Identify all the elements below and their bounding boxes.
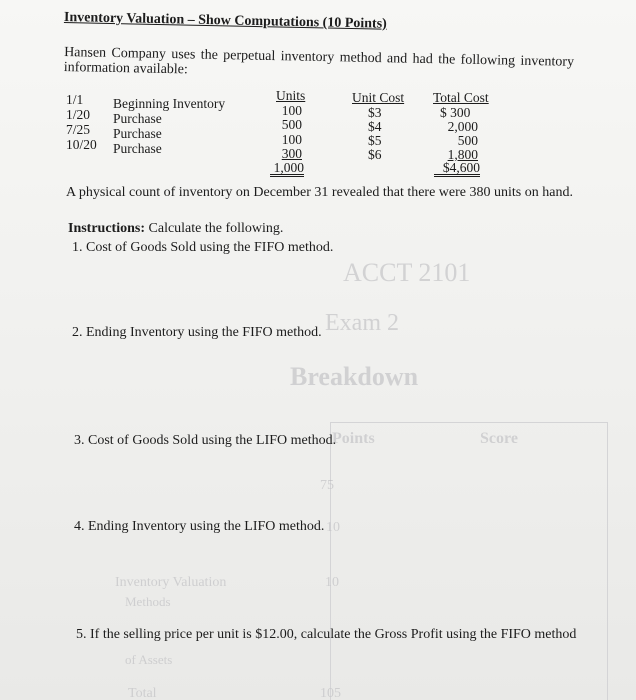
row-unit-cost: $4 — [368, 119, 382, 134]
instructions-label: Instructions: — [68, 221, 146, 236]
total-cost: $4,600 — [434, 161, 480, 177]
bleed-inventory-valuation: Inventory Valuation — [115, 575, 227, 590]
row-total-cost: $ 300 — [440, 105, 471, 120]
bleed-methods: Methods — [125, 594, 171, 609]
page-title: Inventory Valuation – Show Computations (10 Points) — [63, 10, 387, 32]
row-total-cost: 1,800 — [447, 147, 478, 162]
bleed-breakdown: Breakdown — [290, 362, 419, 391]
row-description: Purchase — [113, 126, 162, 141]
question-3: 3. Cost of Goods Sold using the LIFO method. — [74, 433, 337, 448]
question-5: 5. If the selling price per unit is $12.00, calculate the Gross Profit using the FIFO method — [76, 627, 577, 642]
bleed-75: 75 — [320, 478, 334, 493]
header-total-cost: Total Cost — [433, 90, 489, 105]
instructions-text: Calculate the following. — [148, 221, 284, 236]
row-date: 7/25 — [66, 122, 91, 137]
bleed-score: Score — [480, 430, 518, 447]
row-units: 100 — [281, 103, 302, 118]
row-date: 1/20 — [66, 107, 91, 122]
question-2: 2. Ending Inventory using the FIFO method. — [72, 325, 322, 340]
row-units: 300 — [281, 146, 302, 161]
row-date: 1/1 — [66, 92, 84, 107]
row-description: Purchase — [113, 141, 162, 156]
question-1: 1. Cost of Goods Sold using the FIFO method. — [72, 240, 334, 255]
bleed-acct: ACCT 2101 — [343, 258, 471, 287]
bleed-10a: 10 — [326, 520, 340, 535]
row-total-cost: 2,000 — [447, 119, 478, 134]
bleed-105: 105 — [320, 686, 341, 700]
bleed-table-frame — [330, 422, 608, 700]
instructions — [68, 221, 283, 237]
bleed-10b: 10 — [325, 575, 339, 590]
row-description: Beginning Inventory — [113, 96, 226, 111]
header-unit-cost: Unit Cost — [352, 90, 405, 105]
row-unit-cost: $5 — [368, 133, 382, 148]
row-units: 500 — [281, 117, 302, 132]
row-unit-cost: $3 — [368, 105, 382, 120]
bleed-exam: Exam 2 — [325, 310, 399, 336]
header-units: Units — [276, 88, 306, 103]
row-units: 100 — [281, 132, 302, 147]
physical-count-text: A physical count of inventory on December 31 revealed that there were 380 units on hand. — [66, 185, 573, 200]
bleed-total: Total — [128, 686, 157, 700]
bleed-of-assets: of Assets — [125, 652, 173, 667]
intro-paragraph: Hansen Company uses the perpetual inventory method and had the following inventory information available: — [63, 45, 575, 78]
bleed-points: Points — [332, 430, 375, 447]
row-unit-cost: $6 — [368, 147, 382, 162]
row-date: 10/20 — [66, 137, 97, 152]
total-units: 1,000 — [270, 161, 304, 177]
row-total-cost: 500 — [457, 133, 478, 148]
question-4: 4. Ending Inventory using the LIFO method. — [74, 519, 325, 534]
row-description: Purchase — [113, 111, 162, 126]
